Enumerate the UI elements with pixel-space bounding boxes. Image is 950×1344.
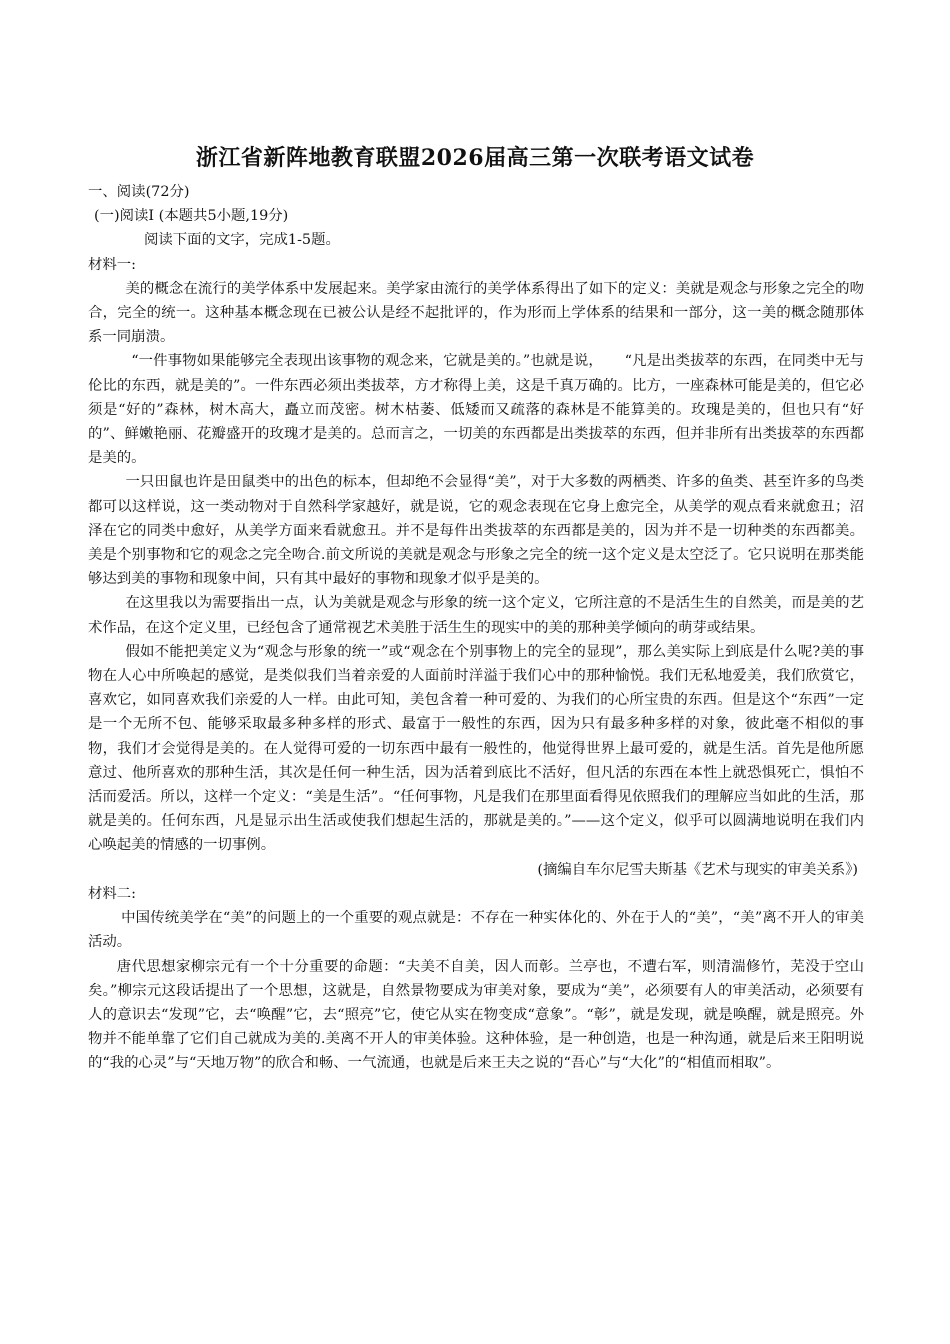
paragraph: 一只田鼠也许是田鼠类中的出色的标本，但却绝不会显得“美”，对于大多数的两栖类、许多的鱼类、甚至许多的鸟类都可以这样说，这一类动物对于自然科学家越好，就是说，它的观念表现在它身上愈完全，从美学的观点看来就愈丑；沼泽在它的同类中愈好，从美学方面来看就愈丑。并不是每件出类拔萃的东西都是美的，因为并不是一切种类的东西都美。美是个别事物和它的观念之完全吻合.前文所说的美就是观念与形象之完全的统一这个定义是太空泛了。它只说明在那类能够达到美的事物和现象中间，只有其中最好的事物和现象才似乎是美的。 <box>88 474 864 588</box>
paragraph: “一件事物如果能够完全表现出该事物的观念来，它就是美的。”也就是说， “凡是出类拔萃的东西，在同类中无与伦比的东西，就是美的”。一件东西必须出类拔萃，方才称得上美，这是千真万确的。比方，一座森林可能是美的，但它必须是“好的”森林，树木高大，矗立而茂密。树木枯萎、低矮而又疏落的森林是不能算美的。玫瑰是美的，但也只有“好的”、鲜嫩艳丽、花瓣盛开的玫瑰才是美的。总而言之，一切美的东西都是出类拔萃的东西，但并非所有出类拔萃的东西都是美的。 <box>88 353 864 467</box>
paragraph: 唐代思想家柳宗元有一个十分重要的命题：“夫美不自美，因人而彰。兰亭也，不遭右军，则清湍修竹，芜没于空山矣。”柳宗元这段话提出了一个思想，这就是，自然景物要成为审美对象，要成为“美”，必须要有人的审美活动，必须要有人的意识去“发现”它，去“唤醒”它，去“照亮”它，使它从实在物变成“意象”。“彰”，就是发现，就是唤醒，就是照亮。外物并不能单靠了它们自己就成为美的.美离不开人的审美体验。这种体验，是一种创造，也是一种沟通，就是后来王阳明说的“我的心灵”与“天地万物”的欣合和畅、一气流通，也就是后来王夫之说的“吾心”与“大化”的“相值而相取”。 <box>88 958 864 1072</box>
instruction-text: 阅读下面的文字，完成1-5题。 <box>144 232 340 249</box>
paragraph: 假如不能把美定义为“观念与形象的统一”或“观念在个别事物上的完全的显现”，那么美实际上到底是什么呢?美的事物在人心中所唤起的感觉，是类似我们当着亲爱的人面前时洋溢于我们心中的那种愉悦。我们无私地爱美，我们欣赏它，喜欢它，如同喜欢我们亲爱的人一样。由此可知，美包含着一种可爱的、为我们的心所宝贵的东西。但是这个“东西”一定是一个无所不包、能够采取最多种多样的形式、最富于一般性的东西，因为只有最多种多样的对象，彼此毫不相似的事物，我们才会觉得是美的。在人觉得可爱的一切东西中最有一般性的，他觉得世界上最可爱的，就是生活。首先是他所愿意过、他所喜欢的那种生活，其次是任何一种生活，因为活着到底比不活好，但凡活的东西在本性上就恐惧死亡，惧怕不活而爱活。所以，这样一个定义：“美是生活”。“任何事物，凡是我们在那里面看得见依照我们的理解应当如此的生活，那就是美的。任何东西，凡是显示出生活或使我们想起生活的，那就是美的。”——这个定义，似乎可以圆满地说明在我们内心唤起美的情感的一切事例。 <box>88 643 864 854</box>
material-label: 材料一: <box>88 256 137 273</box>
material-label: 材料二: <box>88 885 137 902</box>
source-citation: (摘编自车尔尼雪夫斯基《艺术与现实的审美关系》) <box>537 861 858 878</box>
paragraph: 中国传统美学在“美”的问题上的一个重要的观点就是：不存在一种实体化的、外在于人的“美”，“美”离不开人的审美活动。 <box>88 910 864 951</box>
page-title: 浙江省新阵地教育联盟2026届高三第一次联考语文试卷 <box>195 145 755 171</box>
paragraph: 在这里我以为需要指出一点，认为美就是观念与形象的统一这个定义，它所注意的不是活生生的自然美，而是美的艺术作品，在这个定义里，已经包含了通常视艺术美胜于活生生的现实中的美的那种美学倾向的萌芽或结果。 <box>88 595 864 636</box>
exam-content <box>88 180 864 1076</box>
subsection-heading: (一)阅读Ⅰ (本题共5小题,19分) <box>94 208 289 225</box>
section-heading: 一、阅读(72分) <box>88 184 190 200</box>
paragraph: 美的概念在流行的美学体系中发展起来。美学家由流行的美学体系得出了如下的定义：美就是观念与形象之完全的吻合，完全的统一。这种基本概念现在已被公认是经不起批评的，作为形而上学体系的结果和一部分，这一美的概念随那体系一同崩溃。 <box>88 280 864 346</box>
